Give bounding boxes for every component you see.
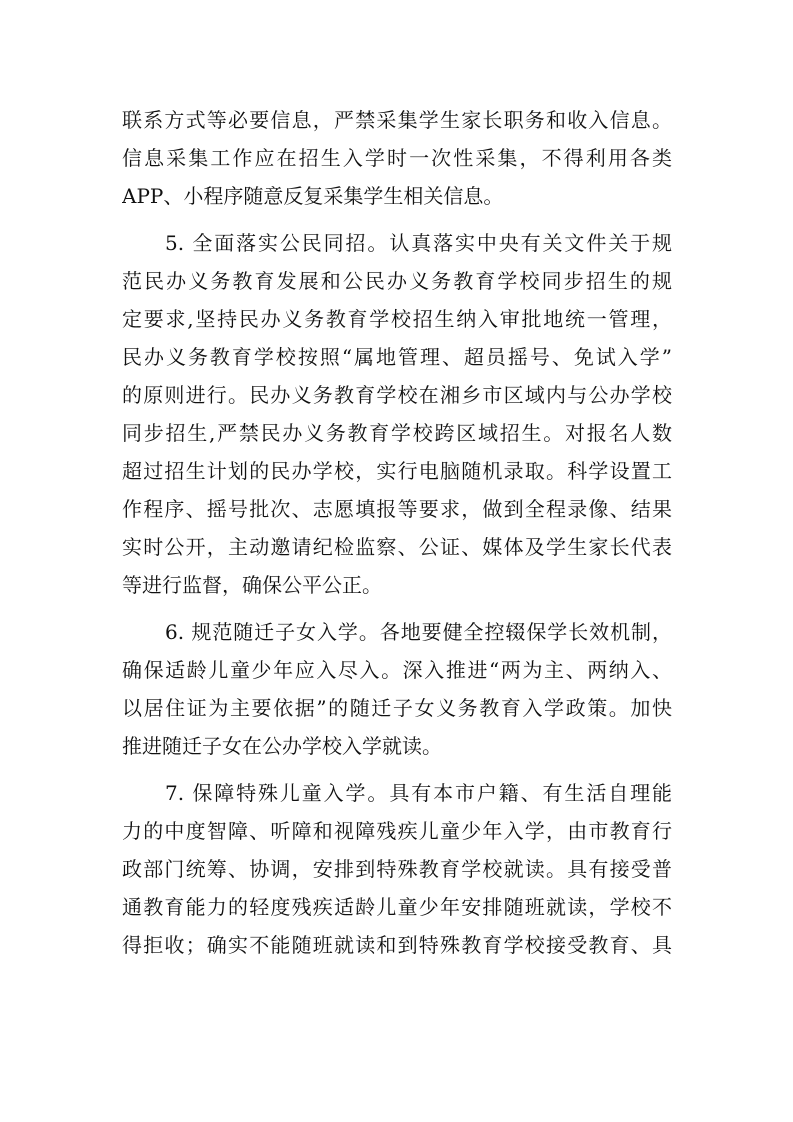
text-line: 同步招生,严禁民办义务教育学校跨区域招生。对报名人数 [122, 421, 672, 445]
text-line: 等进行监督，确保公平公正。 [122, 573, 382, 597]
text-line: 得拒收；确实不能随班就读和到特殊教育学校接受教育、具 [122, 933, 672, 957]
text-line: 信息采集工作应在招生入学时一次性采集，不得利用各类 [122, 146, 672, 170]
text-line: 政部门统筹、协调，安排到特殊教育学校就读。具有接受普 [122, 857, 672, 881]
text-line: 实时公开，主动邀请纪检监察、公证、媒体及学生家长代表 [122, 535, 672, 559]
text-line: 力的中度智障、听障和视障残疾儿童少年入学，由市教育行 [122, 819, 672, 843]
paragraph-item-6 [122, 613, 672, 765]
text-line: 通教育能力的轻度残疾适龄儿童少年安排随班就读，学校不 [122, 895, 672, 919]
text-line: 范民办义务教育发展和公民办义务教育学校同步招生的规 [122, 269, 672, 293]
text-line: 联系方式等必要信息，严禁采集学生家长职务和收入信息。 [122, 108, 672, 132]
text-line: APP、小程序随意反复采集学生相关信息。 [122, 184, 504, 208]
paragraph-item-7 [122, 774, 672, 964]
text-line: 民办义务教育学校按照“属地管理、超员摇号、免试入学” [122, 345, 672, 369]
document-body [122, 101, 672, 964]
text-line: 超过招生计划的民办学校，实行电脑随机录取。科学设置工 [122, 459, 672, 483]
paragraph-item-5 [122, 224, 672, 604]
text-line: 作程序、摇号批次、志愿填报等要求，做到全程录像、结果 [122, 497, 672, 521]
text-line: 7. 保障特殊儿童入学。具有本市户籍、有生活自理能 [165, 781, 672, 805]
text-line: 定要求,坚持民办义务教育学校招生纳入审批地统一管理， [122, 307, 672, 331]
text-line: 推进随迁子女在公办学校入学就读。 [122, 734, 442, 758]
text-line: 的原则进行。民办义务教育学校在湘乡市区域内与公办学校 [122, 383, 672, 407]
paragraph-continued [122, 101, 672, 215]
text-line: 确保适龄儿童少年应入尽入。深入推进“两为主、两纳入、 [122, 658, 672, 682]
text-line: 6. 规范随迁子女入学。各地要健全控辍保学长效机制， [165, 620, 672, 644]
text-line: 5. 全面落实公民同招。认真落实中央有关文件关于规 [165, 231, 672, 255]
text-line: 以居住证为主要依据”的随迁子女义务教育入学政策。加快 [122, 696, 672, 720]
